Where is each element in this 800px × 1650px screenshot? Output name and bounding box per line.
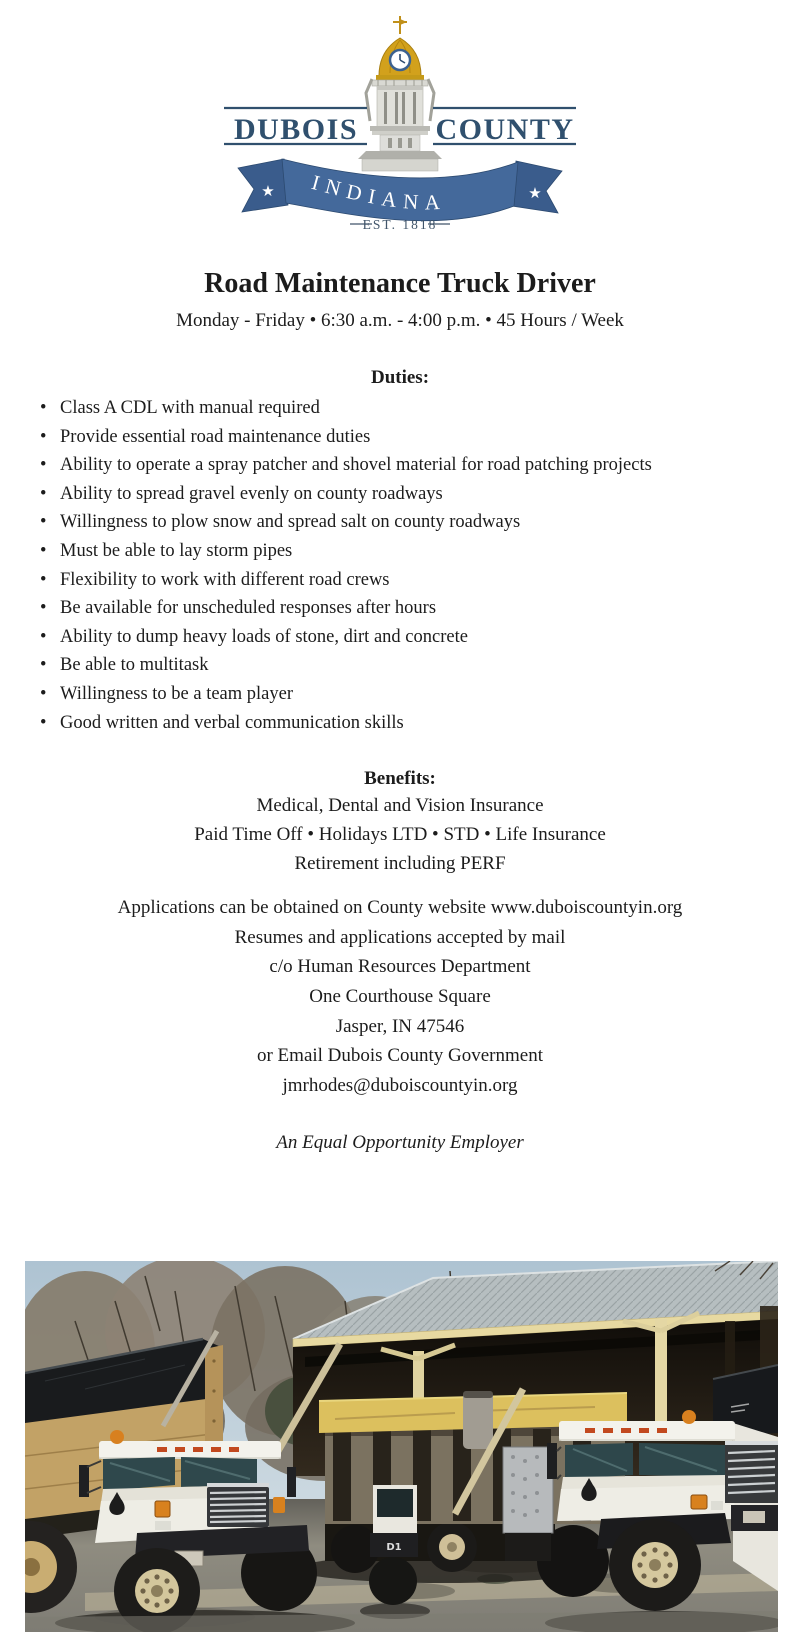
logo-text-est: EST. 1818	[362, 217, 438, 232]
gray-post	[463, 1391, 493, 1449]
application-line: One Courthouse Square	[309, 986, 491, 1008]
equal-opportunity-line: An Equal Opportunity Employer	[276, 1132, 524, 1154]
county-logo-graphic	[220, 13, 580, 235]
courthouse-icon	[358, 16, 442, 171]
list-item: • Must be able to lay storm pipes	[40, 537, 800, 566]
headlight-icon	[711, 1501, 723, 1510]
chrome-step-panel	[503, 1447, 553, 1533]
logo-text-county: COUNTY	[435, 113, 575, 146]
list-item: • Willingness to plow snow and spread salt on county roadways	[40, 508, 800, 537]
windshield	[565, 1443, 633, 1479]
benefit-line: Medical, Dental and Vision Insurance	[256, 795, 544, 817]
banner-star-right-icon: ★	[528, 186, 542, 202]
application-line: Jasper, IN 47546	[335, 1015, 465, 1037]
benefit-line: Retirement including PERF	[294, 852, 506, 874]
beacon-light-icon	[682, 1410, 696, 1424]
application-info	[0, 893, 800, 1100]
turn-signal-icon	[155, 1501, 170, 1517]
list-item: • Provide essential road maintenance duties	[40, 423, 800, 452]
list-item: • Willingness to be a team player	[40, 680, 800, 709]
benefits-lines	[0, 792, 800, 878]
mirror	[287, 1467, 296, 1497]
duties-list	[40, 394, 800, 737]
mirror	[547, 1443, 557, 1479]
benefit-line: Paid Time Off • Holidays LTD • STD • Life Insurance	[194, 823, 606, 845]
windshield	[181, 1457, 257, 1487]
page-title: Road Maintenance Truck Driver	[204, 268, 596, 299]
county-logo	[0, 0, 800, 240]
trucks-photo	[25, 1261, 778, 1632]
list-item: • Ability to dump heavy loads of stone, dirt and concrete	[40, 623, 800, 652]
benefits-heading: Benefits:	[364, 768, 436, 790]
turn-signal-icon	[691, 1495, 707, 1509]
list-item: • Good written and verbal communication skills	[40, 709, 800, 738]
list-item: • Flexibility to work with different road crews	[40, 566, 800, 595]
truck-unit-label: D1	[386, 1542, 402, 1554]
beacon-light-icon	[110, 1430, 124, 1444]
application-line: Applications can be obtained on County website www.duboiscountyin.org	[117, 897, 683, 919]
application-line: c/o Human Resources Department	[269, 956, 531, 978]
logo-text-indiana: INDIANA	[309, 170, 448, 215]
banner-star-left-icon: ★	[261, 184, 275, 200]
application-line: Resumes and applications accepted by mail	[234, 926, 566, 948]
application-line: jmrhodes@duboiscountyin.org	[282, 1074, 518, 1096]
turn-signal-icon	[273, 1497, 285, 1513]
license-plate	[743, 1511, 765, 1523]
headlight-icon	[155, 1521, 171, 1530]
list-item: • Ability to operate a spray patcher and shovel material for road patching projects	[40, 451, 800, 480]
list-item: • Ability to spread gravel evenly on county roadways	[40, 480, 800, 509]
list-item: • Class A CDL with manual required	[40, 394, 800, 423]
list-item: • Be able to multitask	[40, 651, 800, 680]
schedule-line: Monday - Friday • 6:30 a.m. - 4:00 p.m. • 45 Hours / Week	[176, 310, 624, 331]
application-line: or Email Dubois County Government	[256, 1045, 544, 1067]
duties-heading: Duties:	[370, 367, 430, 388]
trucks-photo-graphic	[25, 1261, 778, 1632]
established-line	[350, 217, 450, 232]
list-item: • Be available for unscheduled responses after hours	[40, 594, 800, 623]
logo-text-dubois: DUBOIS	[233, 113, 359, 146]
